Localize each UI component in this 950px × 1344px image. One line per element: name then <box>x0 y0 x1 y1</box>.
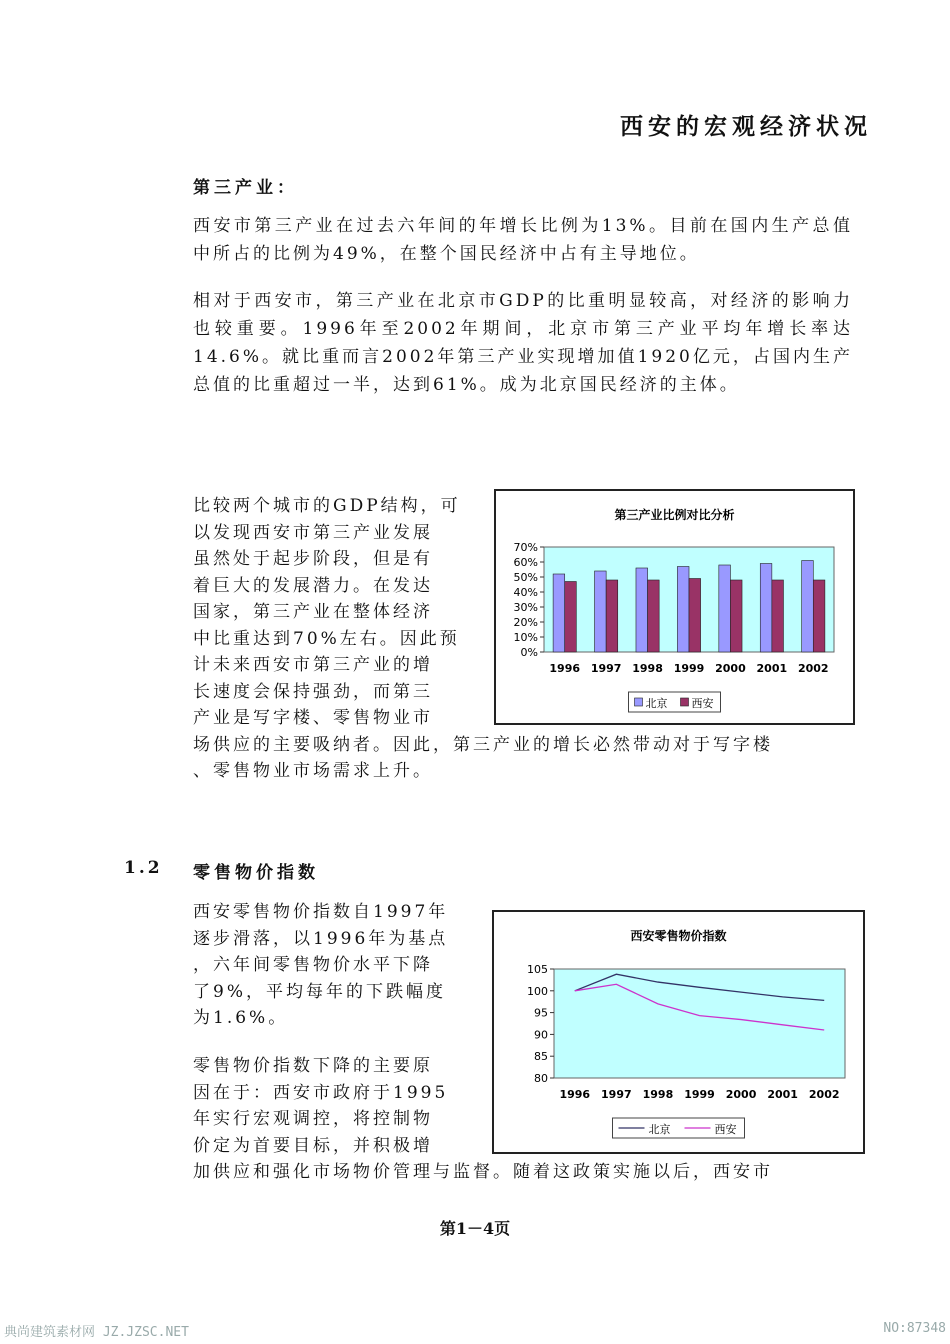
bar-西安 <box>730 580 742 652</box>
text-line: 价定为首要目标，并积极增 <box>193 1135 433 1156</box>
x-tick-label: 2002 <box>797 662 829 675</box>
page-title: 西安的宏观经济状况 <box>620 113 872 140</box>
y-tick-label: 90 <box>534 1028 548 1042</box>
bar-北京 <box>636 568 648 652</box>
y-tick-label: 20% <box>513 616 538 629</box>
text-line: 零售物价指数下降的主要原 <box>193 1056 433 1076</box>
text-line: 加供应和强化市场物价管理与监督。随着这政策实施以后，西安市 <box>193 1162 773 1182</box>
paragraph-beijing-comparison: 相对于西安市，第三产业在北京市GDP的比重明显较高，对经济的影响力也较重要。1996年至2002年期间，北京市第三产业平均年增长率达14.6%。就比重而言2002年第三产业实现增加值1920亿元，占国内生产总值的比重超过一半，达到61%。成为北京国民经济的主体。 <box>193 291 853 395</box>
section-heading: 第三产业： <box>193 178 298 198</box>
legend-swatch <box>635 698 643 706</box>
paragraph-tertiary-growth: 西安市第三产业在过去六年间的年增长比例为13%。目前在国内生产总值中所占的比例为49%，在整个国民经济中占有主导地位。 <box>193 216 853 264</box>
section-heading: 零售物价指数 <box>193 863 319 883</box>
bar-西安 <box>648 580 660 652</box>
y-tick-label: 10% <box>513 631 538 644</box>
text-line: 计未来西安市第三产业的增 <box>193 655 433 675</box>
bar-北京 <box>553 574 565 652</box>
legend-label: 北京 <box>648 1123 671 1136</box>
text-line: ，六年间零售物价水平下降 <box>193 955 433 975</box>
legend-label: 北京 <box>645 697 668 710</box>
x-tick-label: 1997 <box>590 662 622 675</box>
x-tick-label: 1998 <box>632 662 663 675</box>
text-line: 年实行宏观调控，将控制物 <box>193 1109 433 1129</box>
text-line: 产业是写字楼、零售物业市 <box>193 708 433 728</box>
chart-title: 第三产业比例对比分析 <box>614 508 735 522</box>
legend-swatch <box>681 698 689 706</box>
chart-title: 西安零售物价指数 <box>630 929 727 943</box>
y-tick-label: 50% <box>513 571 538 584</box>
x-tick-label: 2000 <box>725 1088 757 1101</box>
x-tick-label: 2002 <box>808 1088 840 1101</box>
y-tick-label: 95 <box>534 1006 548 1020</box>
y-tick-label: 30% <box>513 601 538 614</box>
bar-西安 <box>813 580 825 652</box>
bar-西安 <box>565 582 577 653</box>
bar-西安 <box>606 580 618 652</box>
text-line: 以发现西安市第三产业发展 <box>193 522 433 543</box>
y-tick-label: 85 <box>534 1050 548 1064</box>
bar-北京 <box>595 571 607 652</box>
text-line: 长速度会保持强劲，而第三 <box>193 681 433 702</box>
page-number: 第1－4页 <box>439 1219 511 1238</box>
text-line: 中比重达到70%左右。因此预 <box>193 628 460 649</box>
y-tick-label: 70% <box>513 541 538 554</box>
plot-area <box>554 969 845 1078</box>
y-tick-label: 80 <box>534 1072 548 1085</box>
text-line: 国家，第三产业在整体经济 <box>193 602 433 622</box>
bar-北京 <box>719 565 731 652</box>
bar-chart-panel <box>494 489 855 725</box>
bar-西安 <box>772 580 784 652</box>
x-tick-label: 2001 <box>756 662 788 675</box>
y-tick-label: 0% <box>520 646 538 659</box>
y-tick-label: 105 <box>527 963 548 976</box>
x-tick-label: 1996 <box>549 662 581 675</box>
retail-paragraph-1 <box>193 899 448 1032</box>
text-line: 逐步滑落，以1996年为基点 <box>193 928 449 949</box>
text-line: 西安零售物价指数自1997年 <box>193 902 449 922</box>
section-number: 1.2 <box>124 858 163 878</box>
text-line: 着巨大的发展潜力。在发达 <box>193 575 433 596</box>
text-line: 、零售物业市场需求上升。 <box>193 761 433 781</box>
text-line: 了9%，平均每年的下跌幅度 <box>193 981 446 1002</box>
bar-西安 <box>689 579 701 653</box>
y-tick-label: 60% <box>513 556 538 569</box>
bar-北京 <box>677 567 689 653</box>
x-tick-label: 1999 <box>684 1088 715 1101</box>
bar-北京 <box>760 564 772 653</box>
line-chart <box>494 912 863 1152</box>
bar-chart <box>496 491 853 723</box>
text-line: 为1.6%。 <box>193 1008 289 1028</box>
watermark-left: 典尚建筑素材网 JZ.JZSC.NET <box>4 1325 189 1340</box>
legend-label: 西安 <box>691 697 714 710</box>
text-line: 场供应的主要吸纳者。因此，第三产业的增长必然带动对于写字楼 <box>193 734 773 755</box>
x-tick-label: 2001 <box>767 1088 798 1101</box>
text-line: 比较两个城市的GDP结构，可 <box>193 496 461 516</box>
x-tick-label: 1996 <box>559 1088 591 1101</box>
x-tick-label: 1997 <box>601 1088 632 1101</box>
line-chart-panel <box>492 910 865 1154</box>
x-tick-label: 2000 <box>715 662 746 675</box>
x-tick-label: 1999 <box>673 662 705 675</box>
legend-label: 西安 <box>714 1123 737 1136</box>
text-line: 因在于：西安市政府于1995 <box>193 1082 449 1103</box>
x-tick-label: 1998 <box>642 1088 674 1101</box>
bar-北京 <box>802 561 814 653</box>
y-tick-label: 100 <box>527 984 548 998</box>
text-line: 虽然处于起步阶段，但是有 <box>193 549 433 569</box>
y-tick-label: 40% <box>513 586 538 599</box>
watermark-right: NO:87348 <box>883 1321 946 1336</box>
